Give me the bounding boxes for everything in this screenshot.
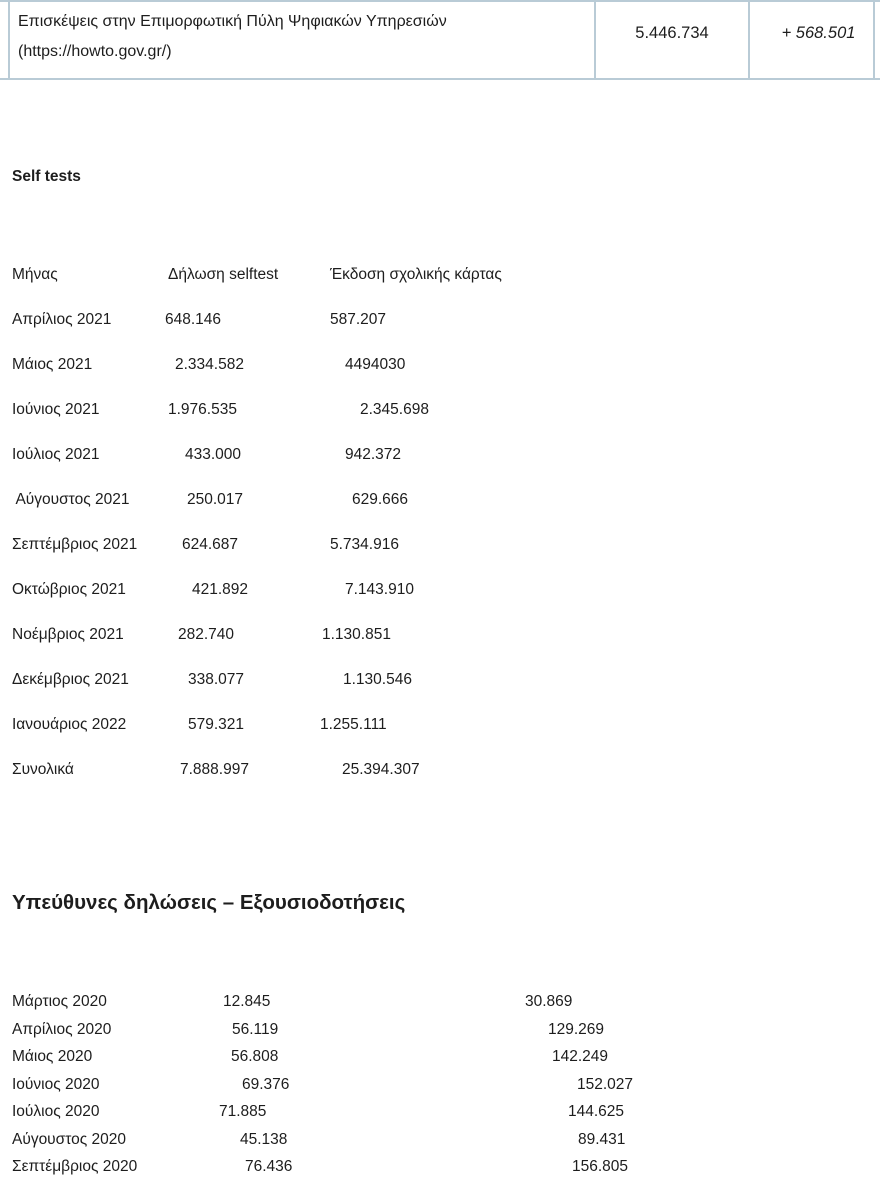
table-row bbox=[12, 446, 772, 491]
month-cell: Ιούνιος 2021 bbox=[12, 401, 100, 418]
table-row bbox=[12, 1103, 832, 1131]
month-cell: Ιούνιος 2020 bbox=[12, 1075, 100, 1093]
month-cell: Απρίλιος 2020 bbox=[12, 1020, 112, 1038]
month-cell: Απρίλιος 2021 bbox=[12, 311, 112, 328]
table-row bbox=[12, 1021, 832, 1049]
selftest-value-cell: 421.892 bbox=[192, 581, 249, 598]
table-total-row bbox=[12, 761, 772, 806]
card-value-cell: 2.345.698 bbox=[360, 401, 429, 418]
card-value-cell: 942.372 bbox=[345, 446, 402, 463]
value1-cell: 56.808 bbox=[231, 1048, 279, 1065]
visits-label-line1: Επισκέψεις στην Επιμορφωτική Πύλη Ψηφιακών Υπηρεσιών bbox=[18, 13, 447, 30]
value2-cell: 142.249 bbox=[552, 1048, 609, 1065]
month-cell: Μάιος 2021 bbox=[12, 356, 93, 373]
value2-cell: 89.431 bbox=[578, 1130, 626, 1148]
column-header-month: Μήνας bbox=[12, 266, 58, 283]
selftest-value-cell: 579.321 bbox=[188, 716, 245, 733]
selftests-heading: Self tests bbox=[12, 168, 81, 185]
selftest-value-cell: 624.687 bbox=[182, 536, 239, 553]
column-header-selftest: Δήλωση selftest bbox=[168, 266, 279, 283]
value1-cell: 76.436 bbox=[245, 1158, 293, 1175]
table-border-line bbox=[873, 1, 875, 79]
declarations-table bbox=[12, 993, 832, 1186]
month-cell: Σεπτέμβριος 2020 bbox=[12, 1158, 138, 1175]
month-cell: Μάιος 2020 bbox=[12, 1048, 93, 1065]
value1-cell: 12.845 bbox=[223, 993, 271, 1010]
selftest-value-cell: 282.740 bbox=[178, 626, 235, 643]
value1-cell: 69.376 bbox=[242, 1075, 290, 1093]
month-cell: Συνολικά bbox=[12, 761, 74, 778]
selftest-value-cell: 250.017 bbox=[187, 491, 244, 508]
month-cell: Ιούλιος 2020 bbox=[12, 1103, 100, 1120]
declarations-heading: Υπεύθυνες δηλώσεις – Εξουσιοδοτήσεις bbox=[12, 891, 406, 914]
card-value-cell: 1.130.851 bbox=[322, 626, 391, 643]
visits-label bbox=[18, 7, 588, 67]
table-row bbox=[12, 491, 772, 536]
month-cell: Αύγουστος 2020 bbox=[12, 1130, 127, 1148]
card-value-cell: 5.734.916 bbox=[330, 536, 399, 553]
card-value-cell: 1.130.546 bbox=[343, 671, 412, 688]
month-cell: Ιούλιος 2021 bbox=[12, 446, 100, 463]
table-border-line bbox=[8, 1, 10, 79]
month-cell: Αύγουστος 2021 bbox=[12, 491, 130, 508]
table-row bbox=[12, 1131, 832, 1159]
visits-label-line2: (https://howto.gov.gr/) bbox=[18, 43, 172, 60]
table-row bbox=[12, 401, 772, 446]
selftest-value-cell: 433.000 bbox=[185, 446, 242, 463]
visits-total: 5.446.734 bbox=[635, 23, 709, 42]
month-cell: Δεκέμβριος 2021 bbox=[12, 671, 129, 688]
month-cell: Μάρτιος 2020 bbox=[12, 993, 107, 1010]
table-row bbox=[12, 993, 832, 1021]
value1-cell: 56.119 bbox=[232, 1020, 279, 1038]
table-row bbox=[12, 581, 772, 626]
card-value-cell: 25.394.307 bbox=[342, 761, 420, 778]
selftest-value-cell: 2.334.582 bbox=[175, 356, 244, 373]
table-row bbox=[12, 1048, 832, 1076]
card-value-cell: 1.255.111 bbox=[320, 716, 387, 733]
value2-cell: 152.027 bbox=[577, 1075, 634, 1093]
month-cell: Ιανουάριος 2022 bbox=[12, 716, 127, 733]
value2-cell: 30.869 bbox=[525, 993, 573, 1010]
card-value-cell: 4494030 bbox=[345, 356, 406, 373]
table-row bbox=[12, 356, 772, 401]
selftest-value-cell: 648.146 bbox=[165, 311, 222, 328]
card-value-cell: 629.666 bbox=[352, 491, 409, 508]
selftest-value-cell: 7.888.997 bbox=[180, 761, 249, 778]
table-row bbox=[12, 626, 772, 671]
month-cell: Σεπτέμβριος 2021 bbox=[12, 536, 138, 553]
table-header-row bbox=[12, 266, 772, 311]
table-row bbox=[12, 536, 772, 581]
visits-table-row bbox=[0, 0, 880, 82]
table-row bbox=[12, 1076, 832, 1104]
visits-delta: + 568.501 bbox=[781, 23, 856, 42]
column-header-card: Έκδοση σχολικής κάρτας bbox=[330, 266, 502, 283]
table-row bbox=[12, 671, 772, 716]
selftest-value-cell: 338.077 bbox=[188, 671, 245, 688]
value1-cell: 45.138 bbox=[240, 1130, 288, 1148]
table-row bbox=[12, 1158, 832, 1186]
month-cell: Οκτώβριος 2021 bbox=[12, 581, 126, 598]
value2-cell: 144.625 bbox=[568, 1103, 625, 1120]
card-value-cell: 587.207 bbox=[330, 311, 387, 328]
table-row bbox=[12, 716, 772, 761]
value2-cell: 129.269 bbox=[548, 1020, 605, 1038]
month-cell: Νοέμβριος 2021 bbox=[12, 626, 124, 643]
value1-cell: 71.885 bbox=[219, 1103, 267, 1120]
card-value-cell: 7.143.910 bbox=[345, 581, 414, 598]
selftest-value-cell: 1.976.535 bbox=[168, 401, 237, 418]
selftests-table bbox=[12, 266, 772, 806]
value2-cell: 156.805 bbox=[572, 1158, 629, 1175]
table-row bbox=[12, 311, 772, 356]
